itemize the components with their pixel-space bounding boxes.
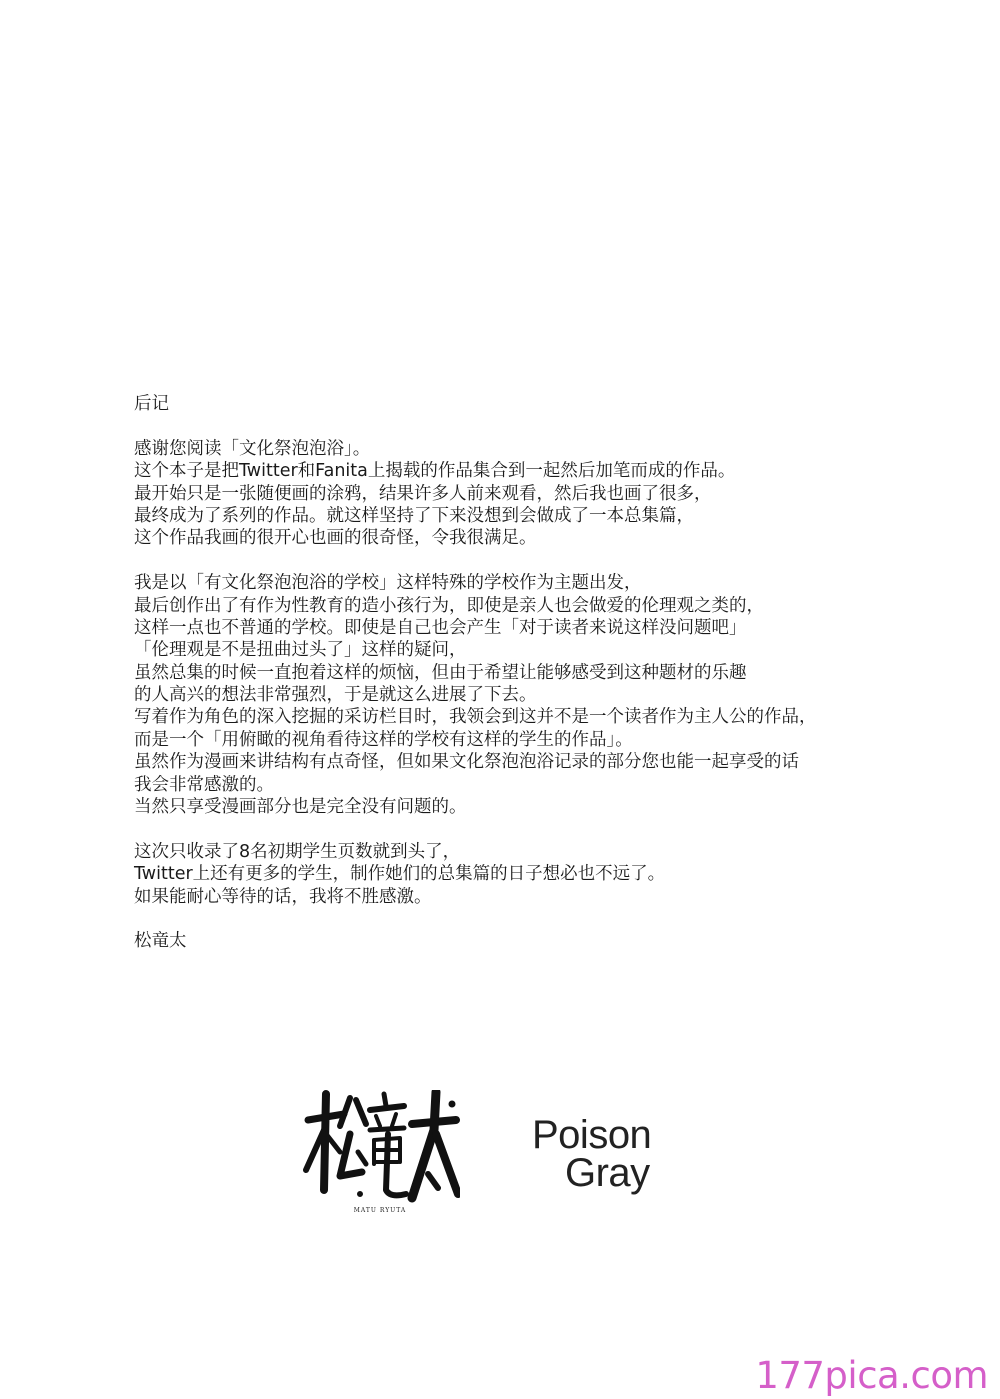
paragraph-line: 虽然作为漫画来讲结构有点奇怪，但如果文化祭泡泡浴记录的部分您也能一起享受的话 [134, 752, 799, 773]
site-watermark: 177pica.com [755, 1354, 988, 1397]
afterword-title: 后记 [134, 394, 169, 414]
paragraph-line: 最后创作出了有作为性教育的造小孩行为，即使是亲人也会做爱的伦理观之类的， [134, 595, 764, 616]
paragraph-line: 这样一点也不普通的学校。即使是自己也会产生「对于读者来说这样没问题吧」 [134, 617, 747, 638]
brand-line-2: Gray [565, 1151, 650, 1195]
paragraph-line: 感谢您阅读「文化祭泡泡浴」。 [134, 438, 371, 459]
paragraph-line: 写着作为角色的深入挖掘的采访栏目时，我领会到这并不是一个读者作为主人公的作品， [134, 707, 817, 728]
brand-line-1: Poison [532, 1113, 652, 1157]
paragraph-line: 虽然总集的时候一直抱着这样的烦恼，但由于希望让能够感受到这种题材的乐趣 [134, 662, 747, 683]
paragraph-line: 这个作品我画的很开心也画的很奇怪，令我很满足。 [134, 528, 537, 549]
brand-name [532, 1113, 692, 1195]
paragraph-line: 的人高兴的想法非常强烈，于是就这么进展了下去。 [134, 685, 537, 706]
paragraph-line: 「伦理观是不是扭曲过头了」这样的疑问， [134, 640, 467, 661]
afterword-text [134, 393, 934, 953]
paragraph-line: 而是一个「用俯瞰的视角看待这样的学校有这样的学生的作品」。 [134, 729, 633, 750]
paragraph-line: 如果能耐心等待的话，我将不胜感激。 [134, 886, 432, 907]
paragraph-line: 最终成为了系列的作品。就这样坚持了下来没想到会做成了一本总集篇， [134, 505, 694, 526]
paragraph-line: 当然只享受漫画部分也是完全没有问题的。 [134, 797, 467, 818]
signature: 松竜太 [134, 931, 187, 952]
brush-signature-icon [300, 1090, 460, 1206]
logo-caption: MATU RYUTA [353, 1207, 407, 1214]
paragraph-line: 最开始只是一张随便画的涂鸦，结果许多人前来观看，然后我也画了很多， [134, 483, 712, 504]
paragraph-line: 我是以「有文化祭泡泡浴的学校」这样特殊的学校作为主题出发， [134, 573, 642, 594]
paragraph-line: Twitter上还有更多的学生，制作她们的总集篇的日子想必也不远了。 [134, 864, 666, 885]
calligraphy-logo [300, 1090, 460, 1220]
paragraph-line: 这个本子是把Twitter和Fanita上揭载的作品集合到一起然后加笔而成的作品。 [134, 461, 736, 482]
paragraph-line: 这次只收录了8名初期学生页数就到头了， [134, 841, 461, 862]
paragraph-line: 我会非常感激的。 [134, 774, 274, 795]
